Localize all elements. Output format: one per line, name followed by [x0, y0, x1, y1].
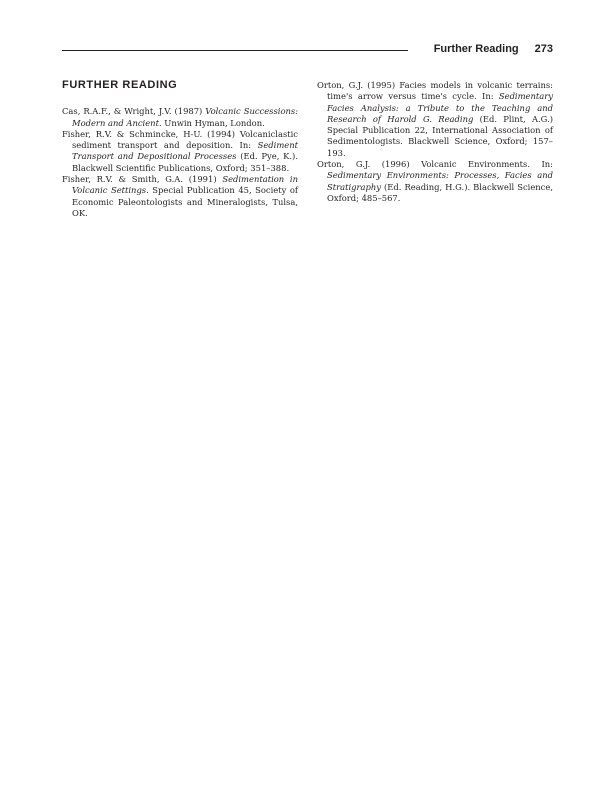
reference-item [62, 106, 298, 129]
right-column [317, 80, 553, 204]
reference-item [317, 159, 553, 204]
reference-text: Fisher, R.V. & Schmincke, H-U. (1994) Volcaniclastic sediment transport and deposition. In: [62, 128, 298, 151]
reference-text: (Ed. Reading, H.G.). Blackwell Science, Oxford; 485–567. [327, 181, 553, 203]
running-head [410, 43, 553, 55]
page-number: 273 [534, 43, 553, 55]
running-title: Further Reading [433, 43, 519, 55]
reference-title: Sedimentary Environments: Processes, Facies and Stratigraphy [327, 170, 553, 192]
reference-text: Orton, G.J. (1995) Facies models in volcanic terrains: time's arrow versus time's cycle. In: [317, 80, 553, 102]
reference-item [62, 174, 298, 219]
reference-item [62, 129, 298, 174]
section-heading: FURTHER READING [62, 79, 178, 91]
reference-text: (Ed. Pye, K.). Blackwell Scientific Publications, Oxford; 351–388. [72, 151, 298, 173]
reference-item [317, 80, 553, 159]
reference-text: . Special Publication 45, Society of Economic Paleontologists and Mineralogists, Tulsa, OK. [72, 185, 298, 218]
reference-text: Cas, R.A.F., & Wright, J.V. (1987) [62, 106, 206, 117]
reference-text: . Unwin Hyman, London. [158, 117, 265, 128]
left-column [62, 80, 298, 219]
reference-title: Volcanic Successions: Modern and Ancient [72, 106, 299, 128]
reference-text: (Ed. Plint, A.G.) Special Publication 22, International Association of Sedimentologists. Blackwell Science, Oxford; 157–193. [327, 113, 553, 158]
reference-text: Orton, G.J. (1996) Volcanic Environments. In: [317, 159, 553, 170]
reference-title: Sedimentation in Volcanic Settings [72, 174, 298, 196]
reference-title: Sediment Transport and Depositional Processes [72, 140, 298, 162]
reference-text: Fisher, R.V. & Smith, G.A. (1991) [62, 174, 223, 185]
header-rule [62, 50, 408, 51]
reference-title: Sedimentary Facies Analysis: a Tribute to the Teaching and Research of Harold G. Reading [327, 91, 553, 124]
